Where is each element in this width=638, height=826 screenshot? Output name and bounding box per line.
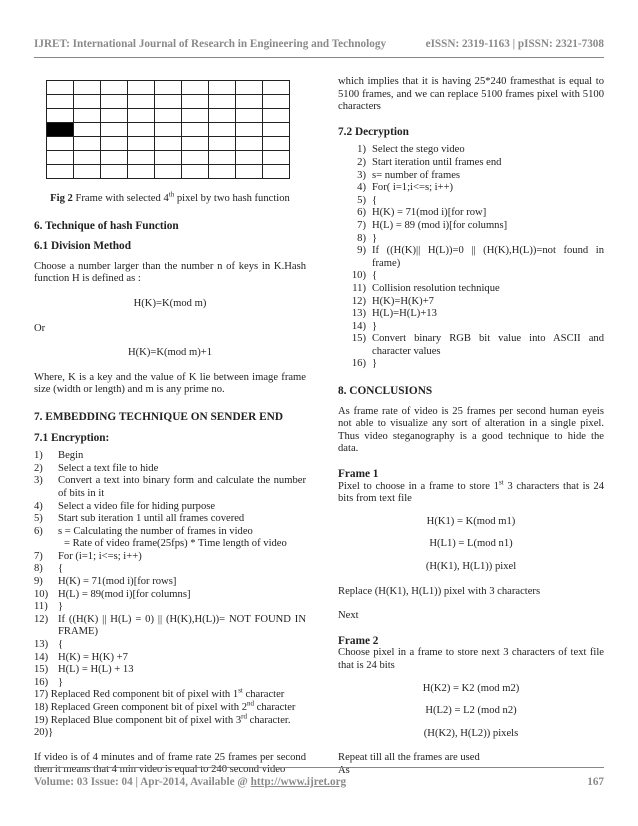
list-item: 8) } xyxy=(357,232,378,244)
list-item: 8) { xyxy=(34,563,64,575)
encryption-steps-cont xyxy=(34,551,306,690)
list-item: 11) Collision resolution technique xyxy=(352,282,500,294)
figure-caption: Fig 2 Frame with selected 4th pixel by two hash function xyxy=(50,190,290,204)
encryption-steps xyxy=(34,450,306,538)
list-item: 10) H(L) = 89(mod i)[for columns] xyxy=(34,588,191,600)
list-item: 14) } xyxy=(351,320,378,332)
list-item: 11) } xyxy=(34,601,64,613)
page-footer xyxy=(34,776,604,788)
step-17: 17) Replaced Red component bit of pixel with 1st character xyxy=(34,686,285,701)
equation: H(K2) = K2 (mod m2) xyxy=(422,682,520,694)
frame-grid-figure xyxy=(46,80,290,179)
list-item: 16) } xyxy=(351,358,378,370)
step-18: 18) Replaced Green component bit of pixel with 2nd character xyxy=(34,699,296,713)
section-7-heading: 7. EMBEDDING TECHNIQUE ON SENDER END xyxy=(34,410,283,423)
list-item: 15) Convert binary RGB bit value into ASCII and character values xyxy=(351,333,604,357)
equation: (H(K1), H(L1)) pixel xyxy=(425,561,517,572)
selected-pixel xyxy=(47,123,74,137)
right-column xyxy=(338,76,604,778)
paragraph: Where, K is a key and the value of K lie between image frame size (width or length) and m is any prime no. xyxy=(34,371,306,396)
list-item: 5) { xyxy=(357,194,378,206)
paragraph: Next xyxy=(338,610,359,622)
equation: H(L2) = L2 (mod n2) xyxy=(425,705,517,717)
section-6-heading: 6. Technique of hash Function xyxy=(34,219,179,232)
step-20: 20)} xyxy=(34,727,54,739)
list-item: 6) s = Calculating the number of frames in video xyxy=(34,525,253,537)
section-8-heading: 8. CONCLUSIONS xyxy=(338,385,433,398)
list-item: 13) H(L)=H(L)+13 xyxy=(351,308,437,320)
paragraph: Choose a number larger than the number n of keys in K.Hash function H is defined as : xyxy=(34,260,306,285)
paragraph: Choose pixel in a frame to store next 3 characters of text file that is 24 bits xyxy=(338,647,604,671)
section-7-2-heading: 7.2 Decryption xyxy=(338,125,409,138)
frame-1-heading: Frame 1 xyxy=(338,468,379,481)
list-item: 4) Select a video file for hiding purpose xyxy=(34,500,216,512)
list-item: 2) Start iteration until frames end xyxy=(357,156,502,168)
list-item: 7) For (i=1; i<=s; i++) xyxy=(34,550,142,562)
paragraph: As frame rate of video is 25 frames per second human eyeis not able to visualize any sort of alteration in a single pixel. Thus video steganography is a good technique to hide the data. xyxy=(338,405,604,455)
header-rule xyxy=(34,57,604,58)
list-item: 15) H(L) = H(L) + 13 xyxy=(34,664,134,676)
paragraph: Or xyxy=(34,322,46,334)
list-item: 12) If ((H(K) || H(L) = 0) || (H(K),H(L))= NOT FOUND IN FRAME) xyxy=(34,613,306,638)
list-item: 12) H(K)=H(K)+7 xyxy=(351,295,434,307)
equation: H(K)=K(mod m)+1 xyxy=(127,347,213,359)
list-item: 2) Select a text file to hide xyxy=(34,462,159,474)
journal-title: IJRET: International Journal of Research in Engineering and Technology xyxy=(34,38,387,50)
paragraph: Pixel to choose in a frame to store 1st 3 characters that is 24 bits from text file xyxy=(338,478,604,505)
footer-text: Volume: 03 Issue: 04 | Apr-2014, Available @ xyxy=(34,776,251,788)
paragraph: As xyxy=(338,764,350,776)
paragraph: which implies that it is having 25*240 framesthat is equal to 5100 frames, and we can replace 5100 frames pixel with 5100 characters xyxy=(338,76,604,113)
list-item: 10) { xyxy=(351,270,378,282)
equation: (H(K2), H(L2)) pixels xyxy=(423,727,519,739)
list-item: 13) { xyxy=(34,639,64,651)
footer-rule xyxy=(34,767,604,768)
equation: H(K)=K(mod m) xyxy=(133,297,207,309)
list-item: 3) s= number of frames xyxy=(357,169,461,181)
decryption-steps xyxy=(338,144,604,371)
equation: H(K1) = K(mod m1) xyxy=(426,515,516,527)
page-number: 167 xyxy=(587,776,604,788)
paragraph: Repeat till all the frames are used xyxy=(338,752,480,764)
list-item: 1) Select the stego video xyxy=(357,144,465,156)
journal-link[interactable]: http://www.ijret.org xyxy=(250,776,347,788)
list-item: 9) If ((H(K)|| H(L))=0 || (H(K),H(L))=not found in frame) xyxy=(357,245,604,269)
frame-2-heading: Frame 2 xyxy=(338,634,379,647)
step-continuation: = Rate of video frame(25fps) * Time length of video xyxy=(64,538,287,550)
paragraph: Replace (H(K1), H(L1)) pixel with 3 characters xyxy=(338,585,541,597)
list-item: 16) } xyxy=(34,676,64,688)
list-item: 5) Start sub iteration 1 until all frames covered xyxy=(34,513,245,525)
left-column xyxy=(34,76,306,777)
paragraph: If video is of 4 minutes and of frame rate 25 frames per second then it means that 4 min video is equal to 240 second video xyxy=(34,751,306,776)
list-item: 3) Convert a text into binary form and calculate the number of bits in it xyxy=(34,475,306,499)
equation: H(L1) = L(mod n1) xyxy=(429,538,513,550)
list-item: 14) H(K) = H(K) +7 xyxy=(34,651,128,663)
list-item: 4) For( i=1;i<=s; i++) xyxy=(357,182,454,194)
list-item: 6) H(K) = 71(mod i)[for row] xyxy=(357,207,487,219)
page-header xyxy=(34,38,604,50)
list-item: 7) H(L) = 89 (mod i)[for columns] xyxy=(357,219,508,231)
section-7-1-heading: 7.1 Encryption: xyxy=(34,431,110,444)
issn: eISSN: 2319-1163 | pISSN: 2321-7308 xyxy=(425,38,604,50)
list-item: 1) Begin xyxy=(34,450,84,462)
list-item: 9) H(K) = 71(mod i)[for rows] xyxy=(34,576,177,588)
section-6-1-heading: 6.1 Division Method xyxy=(34,240,131,253)
step-19: 19) Replaced Blue component bit of pixel with 3rd character. xyxy=(34,712,291,726)
